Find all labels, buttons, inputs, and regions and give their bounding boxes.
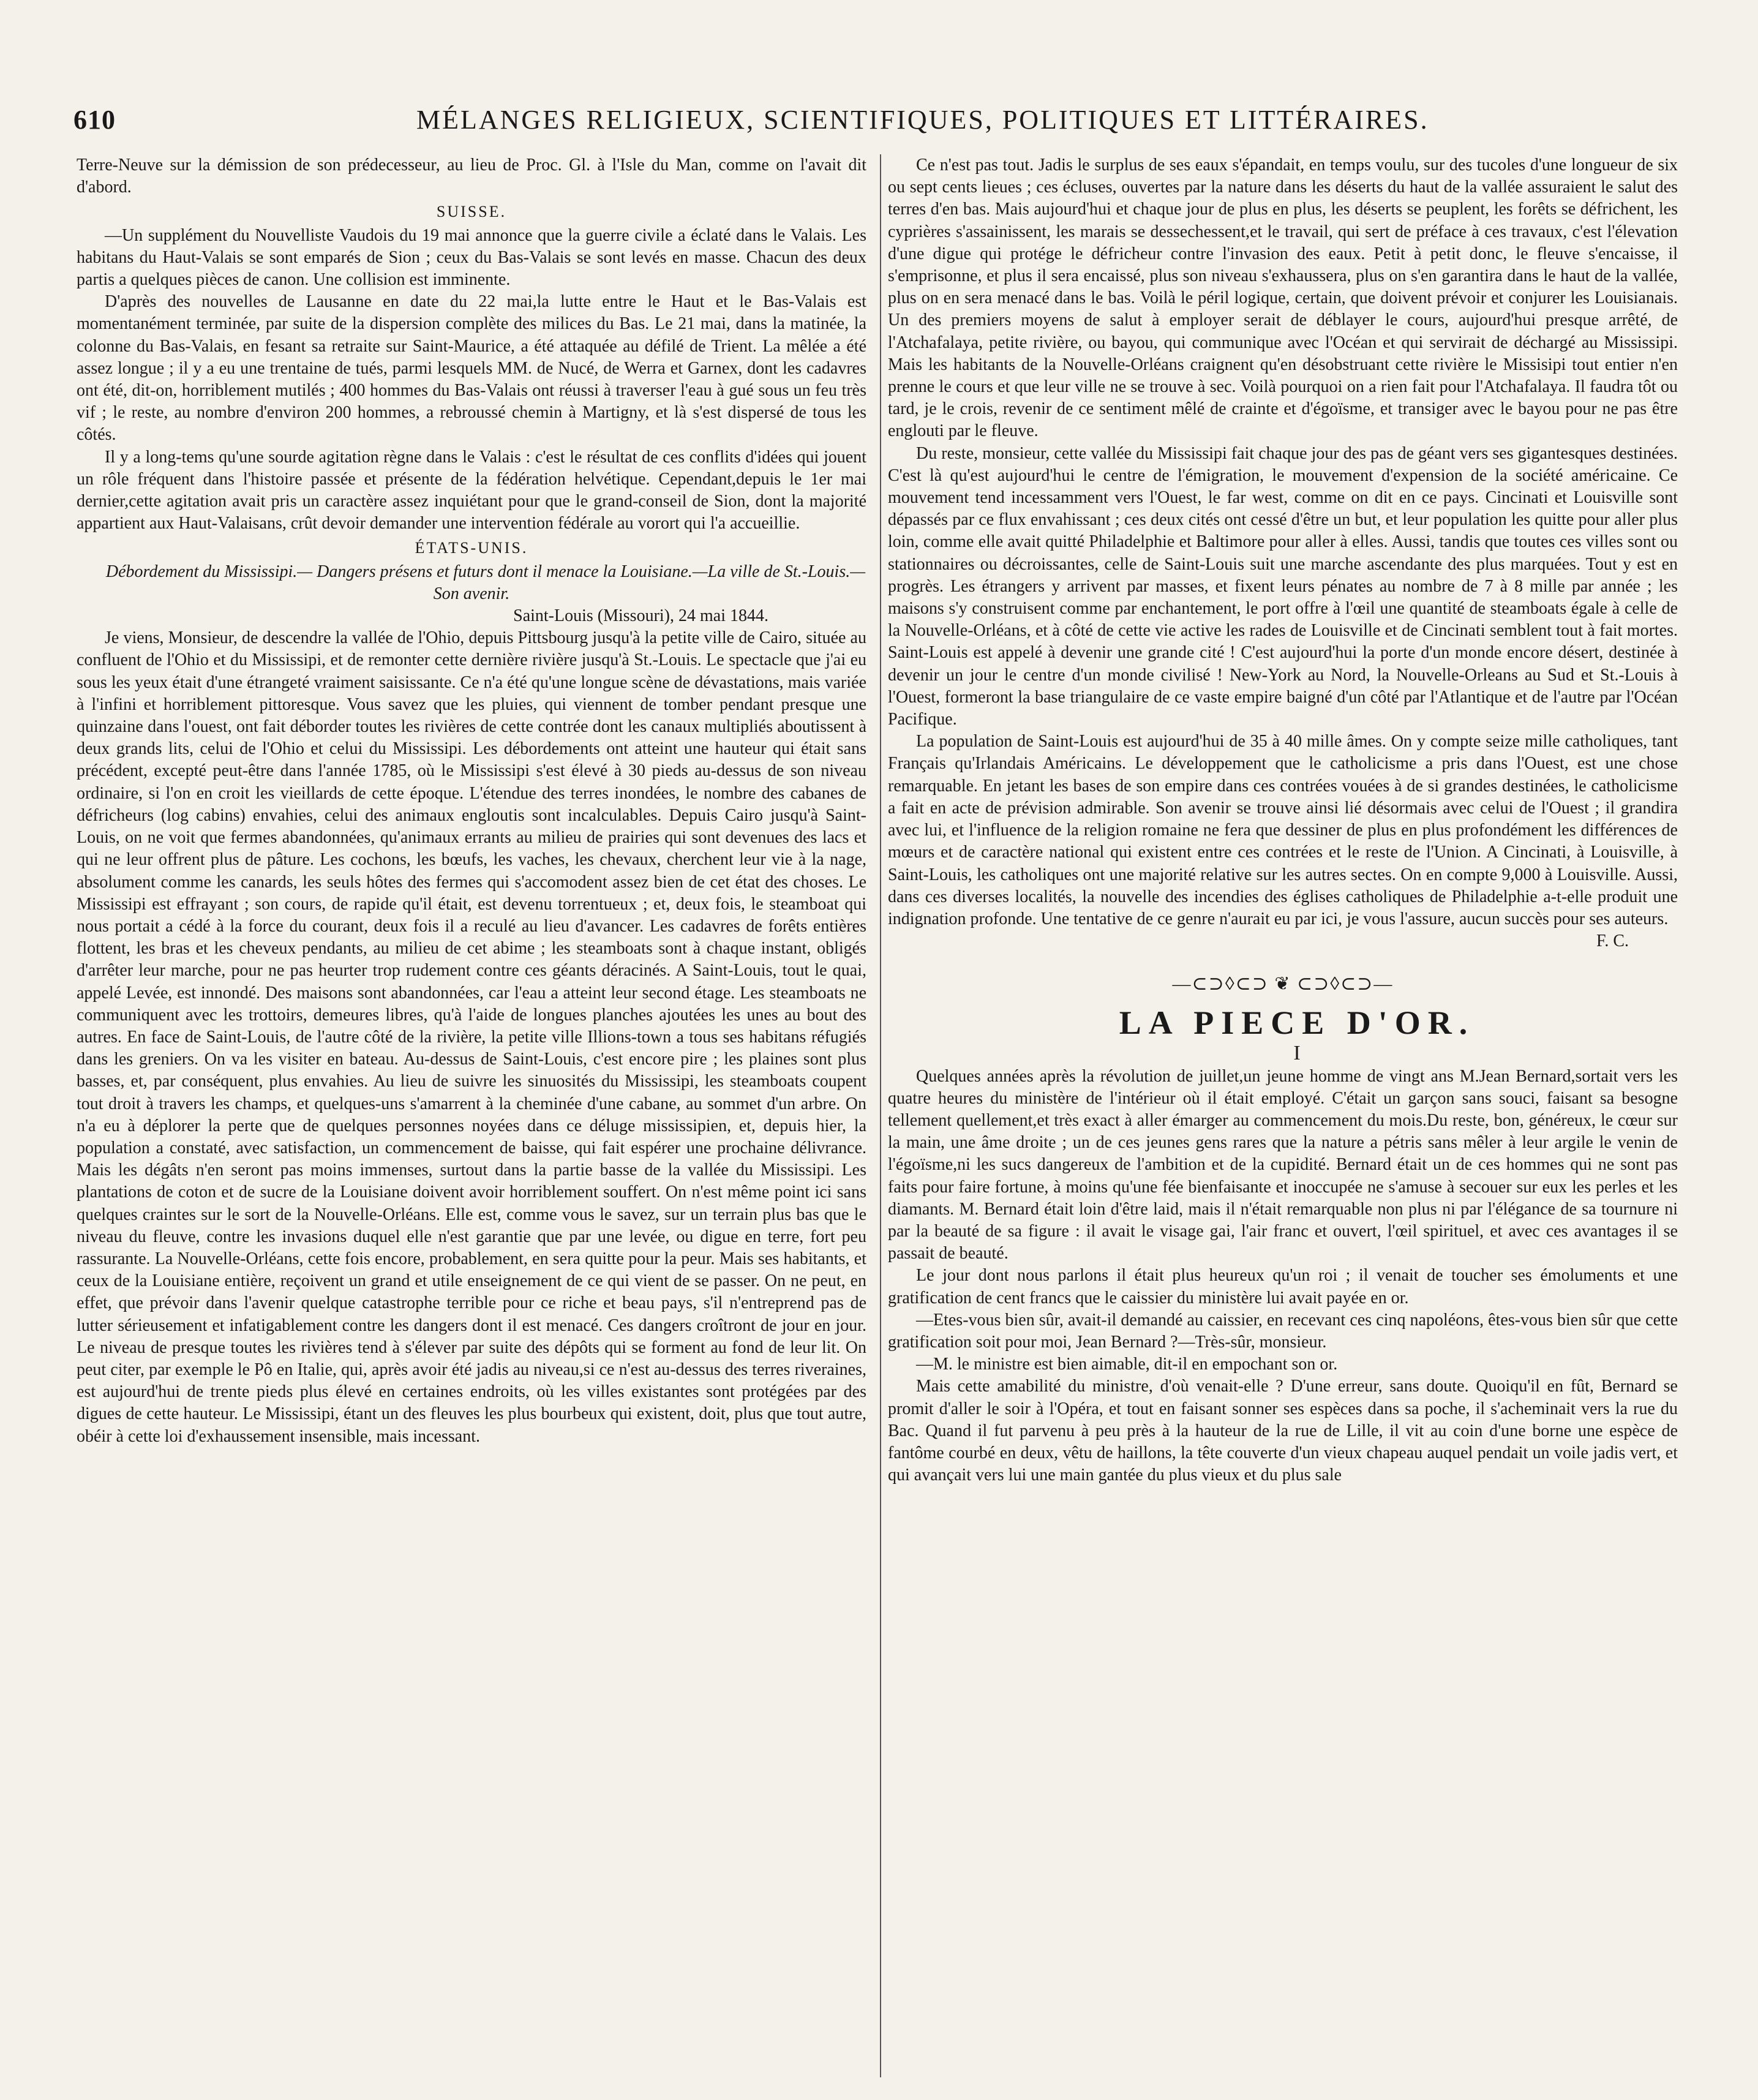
article-signature: F. C. xyxy=(1596,931,1629,951)
story-paragraph-3: —Etes-vous bien sûr, avait-il demandé au caissier, en recevant ces cinq napoléons, êtes-vous bien sûr que cette gratification soit pour moi, Jean Bernard ?—Très-sûr, monsieur. xyxy=(888,1310,1678,1352)
usa-paragraph-4: La population de Saint-Louis est aujourd'hui de 35 à 40 mille âmes. On y compte seize mille catholiques, tant Français qu'Irlandais Américains. Le développement que le catholicisme a pris dans l'Ouest, est une chose remarquable. En jetant les bases de son empire dans ces contrées vouées à de si grandes destinées, le catholicisme a fait en acte de prévision admirable. Son avenir se trouve ainsi lié désormais avec celui de l'Ouest ; il grandira avec lui, et l'influence de la religion romaine ne fera que dessiner de plus en plus profondément les différences de mœurs et de caractère national qui existent entre ces contrées et le reste de l'Union. A Cincinati, à Louisville, à Saint-Louis, les catholiques ont une majorité relative sur les autres sectes. On en compte 9,000 à Louisville. Aussi, dans ces diverses localités, la nouvelle des incendies des églises catholiques de Philadelphie a-t-elle produit une indignation profonde. Une tentative de ce genre n'aurait eu par ici, je vous l'assure, aucun succès pour ses auteurs. xyxy=(888,732,1678,928)
column-divider xyxy=(880,154,881,2077)
page-number: 610 xyxy=(73,105,116,135)
section-heading-suisse: SUISSE. xyxy=(436,203,507,221)
suisse-paragraph-2: D'après des nouvelles de Lausanne en date du 22 mai,la lutte entre le Haut et le Bas-Valais est momentanément terminée, par suite de la dispersion complète des milices du Bas. Le 21 mai, dans la matinée, la colonne du Bas-Valais, en fesant sa retraite sur Saint-Maurice, a été attaquée au défilé de Trient. La mêlée a été assez longue ; il y a eu une trentaine de tués, parmi lesquels MM. de Nucé, de Werra et Garnex, dont les cadavres ont été, dit-on, horriblement mutilés ; 400 hommes du Bas-Valais ont réussi à traverser l'eau à gué sous un feu très vif ; le reste, au nombre d'environ 200 hommes, a rebroussé chemin à Martigny, et là s'est dispersé de tous les côtés. xyxy=(77,292,866,445)
decorative-ornament: —⊂⊃◊⊂⊃ ❦ ⊂⊃◊⊂⊃— xyxy=(1172,974,1394,995)
story-paragraph-5: Mais cette amabilité du ministre, d'où venait-elle ? D'une erreur, sans doute. Quoiqu'il en fût, Bernard se promit d'aller le soir à l'Opéra, et tout en faisant sonner ses espèces dans sa poche, il s'acheminait vers la rue du Bac. Quand il fut parvenu à peu près à la hauteur de la rue de Lille, il vit au coin d'une borne une espèce de fantôme courbé en deux, vêtu de haillons, la tête couverte d'un vieux chapeau auquel pendait un voile jadis vert, et qui avançait vers lui une main gantée du plus vieux et du plus sale xyxy=(888,1377,1678,1485)
story-paragraph-2: Le jour dont nous parlons il était plus heureux qu'un roi ; il venait de toucher ses émoluments et une gratification de cent francs que le caissier du ministère lui avait payée en or. xyxy=(888,1266,1678,1308)
intro-paragraph: Terre-Neuve sur la démission de son prédecesseur, au lieu de Proc. Gl. à l'Isle du Man, comme on l'avait dit d'abord. xyxy=(77,156,866,197)
suisse-paragraph-3: Il y a long-tems qu'une sourde agitation règne dans le Valais : c'est le résultat de ces conflits d'idées qui jouent un rôle fréquent dans l'histoire passée et présente de la fédération helvétique. Cependant,depuis le 1er mai dernier,cette agitation avait pris un caractère assez inquiétant pour que le grand-conseil de Sion, dont la majorité appartient aux Haut-Valaisans, crût devoir demander une intervention fédérale au vorort qui l'a accueillie. xyxy=(77,447,866,533)
suisse-paragraph-1: —Un supplément du Nouvelliste Vaudois du 19 mai annonce que la guerre civile a éclaté dans le Valais. Les habitans du Haut-Valais se sont emparés de Sion ; ceux du Bas-Valais se sont levés en masse. Chacun des deux partis a quelques pièces de canon. Une collision est imminente. xyxy=(77,225,866,290)
story-title: LA PIECE D'OR. xyxy=(1119,1004,1475,1041)
usa-paragraph-2: Ce n'est pas tout. Jadis le surplus de ses eaux s'épandait, en temps voulu, sur des tucoles d'une longueur de six ou sept cents lieues ; ces écluses, ouvertes par la nature dans les déserts du haut de la vallée assuraient le salut des terres d'en bas. Mais aujourd'hui et chaque jour de plus en plus, les déserts se peuplent, les forêts se défrichent, les cyprières s'assainissent, les marais se dessechessent,et le travail, qui sert de préface à ces travaux, c'est l'élevation d'une digue qui protége le défricheur contre l'invasion des eaux. Petit à petit donc, le fleuve s'encaisse, il s'emprisonne, et plus il sera encaissé, plus son niveau s'exhaussera, plus on s'en garantira dans le haut de la vallée, plus on en sera menacé dans le bas. Voilà le péril logique, certain, que doivent prévoir et conjurer les Louisianais. Un des premiers moyens de salut à employer serait de déblayer le cours, aujourd'hui presque arrêté, de l'Atchafalaya, petite rivière, ou bayou, qui communique avec l'Océan et qui servirait de déchargé au Mississipi. Mais les habitants de la Nouvelle-Orléans craignent qu'en désobstruant cette rivière le Missisipi tout entier n'en prenne le cours et que leur ville ne se trouve à sec. Voilà pourquoi on a rien fait pour l'Atchafalaya. Il faudra tôt ou tard, je le crois, revenir de ce sentiment mêlé de crainte et d'égoïsme, et transiger avec le bayou pour ne pas être englouti par le fleuve. xyxy=(888,156,1678,441)
article-subhead: Débordement du Mississipi.— Dangers présens et futurs dont il menace la Louisiane.—La ville de St.-Louis.— Son avenir. xyxy=(105,562,866,603)
story-paragraph-4: —M. le ministre est bien aimable, dit-il en empochant son or. xyxy=(916,1355,1338,1374)
story-chapter-number: I xyxy=(1293,1041,1301,1064)
usa-paragraph-1: Je viens, Monsieur, de descendre la vallée de l'Ohio, depuis Pittsbourg jusqu'à la petite ville de Cairo, située au confluent de l'Ohio et du Mississipi, et de remonter cette dernière rivière jusqu'à St.-Louis. Le spectacle que j'ai eu sous les yeux était d'une étrangeté vraiment saisissante. Ce n'a été qu'une longue scène de dévastations, mais variée à l'infini et horriblement pittoresque. Vous savez que les pluies, qui viennent de tomber pendant presque une quinzaine dans l'ouest, ont fait déborder toutes les rivières de cette contrée dont les canaux multipliés aboutissent à deux grands lits, celui de l'Ohio et celui du Mississipi. Les débordements ont atteint une hauteur qui était sans précédent, excepté peut-être dans l'année 1785, où le Mississipi s'est élevé à 30 pieds au-dessus de son niveau ordinaire, si l'on en croit les vieillards de cette époque. L'étendue des terres inondées, le nombre des cabanes de défricheurs (log cabins) envahies, celui des animaux engloutis sont incalculables. Depuis Cairo jusqu'à Saint-Louis, on ne voit que fermes abandonnées, qu'animaux errants au milieu de prairies qui sont devenues des lacs et qui ne leur offrent plus de pâture. Les cochons, les bœufs, les vaches, les chevaux, cherchent leur vie à la nage, absolument comme les canards, les seuls hôtes des fermes qui s'accomodent assez bien de cet état des choses. Le Mississipi est effrayant ; son cours, de rapide qu'il était, est devenu torrentueux ; et, deux fois, le steamboat qui nous portait a cédé à la force du courant, deux fois il a reculé au lieu d'avancer. Les cadavres de forêts entières flottent, les bras et les cheveux pendants, au milieu de cet abime ; les steamboats sont à chaque instant, obligés d'arrêter leur marche, pour ne pas heurter trop rudement contre ces géants déracinés. A Saint-Louis, tout le quai, appelé Levée, est innondé. Des maisons sont abandonnées, car l'eau a atteint leur second étage. Les steamboats ne communiquent avec les trottoirs, demeures libres, qu'à l'aide de longues planches ajoutées les unes au bout des autres. En face de Saint-Louis, de l'autre côté de la rivière, la petite ville Illions-town a tous ses habitans réfugiés dans les greniers. On va les visiter en bateau. Au-dessus de Saint-Louis, c'est encore pire ; les plaines sont plus basses, et, par conséquent, plus envahies. Au lieu de suivre les sinuosités du Mississipi, les steamboats coupent tout droit à travers les champs, et quelques-uns s'amarrent à la cheminée d'une cabane, au sommet d'un arbre. On n'a eu à déplorer la perte que de quelques personnes noyées dans ce déluge mississipien, et, depuis hier, la population a constaté, avec satisfaction, un commencement de baisse, qui fait espérer une prochaine délivrance. Mais les dégâts n'en seront pas moins immenses, surtout dans la partie basse de la vallée du Mississipi. Les plantations de coton et de sucre de la Louisiane doivent avoir horriblement souffert. On n'est même point ici sans quelques craintes sur le sort de la Nouvelle-Orléans. Elle est, comme vous le savez, sur un terrain plus bas que le niveau du fleuve, contre les invasions duquel elle n'est garantie que par une levée, ou digue en terre, fort peu rassurante. La Nouvelle-Orléans, cette fois encore, probablement, en sera quitte pour la peur. Mais ses habitants, et ceux de la Louisiane entière, reçoivent un grand et utile enseignement de ce qui vient de se passer. On ne peut, en effet, que prévoir dans l'avenir quelque catastrophe terrible pour ce riche et beau pays, s'il n'entreprend pas de lutter sérieusement et infatigablement contre les dangers dont il est menacé. Ces dangers croîtront de jour en jour. Le niveau de presque toutes les rivières tend à s'élever par suite des dépôts qui se forment au fond de leur lit. On peut citer, par exemple le Pô en Italie, qui, après avoir été jadis au niveau,si ce n'est au-dessus des terres riveraines, est aujourd'hui de trente pieds plus élevé en certaines endroits, où les villes existantes sont protégées par des digues de cette hauteur. Le Mississipi, étant un des fleuves les plus bourbeux qui existent, doit, plus que tout autre, obéir à cette loi d'exhaussement insensible, mais incessant. xyxy=(77,628,866,1446)
usa-paragraph-3: Du reste, monsieur, cette vallée du Mississipi fait chaque jour des pas de géant vers ses gigantesques destinées. C'est là qu'est aujourd'hui le centre de l'émigration, le mouvement d'expension de la société américaine. Ce mouvement tend incessamment vers l'Ouest, le far west, comme on dit en ce pays. Cincinati et Louisville sont dépassés par ce flux envahissant ; ces deux cités ont cessé d'être un but, et leur population les quitte pour aller plus loin, comme elle avait quitté Philadelphie et Baltimore pour aller à elles. Aussi, tandis que toutes ces villes sont ou stationnaires ou décroissantes, celle de Saint-Louis suit une marche ascendante des plus marquées. Tout y est en progrès. Les étrangers y arrivent par masses, et fixent leurs pénates au nombre de 7 à 8 mille par année ; les maisons s'y construisent comme par enchantement, le port offre à l'œil une quantité de steamboats égale à celle de la Nouvelle-Orléans, et à côté de cette vie active les rades de Louisville et de Cincinati semblent tout à fait mortes. Saint-Louis est appelé à devenir une grande cité ! C'est aujourd'hui la porte d'un monde encore désert, destinée à devenir un jour le centre d'un monde civilisé ! New-York au Nord, la Nouvelle-Orleans au Sud et St.-Louis à l'Ouest, formeront la base triangulaire de ce vaste empire baigné d'un côté par l'Atlantique et de l'autre par l'Océan Pacifique. xyxy=(888,443,1678,729)
left-column xyxy=(77,154,866,2077)
right-column xyxy=(888,154,1678,2077)
story-paragraph-1: Quelques années après la révolution de juillet,un jeune homme de vingt ans M.Jean Bernard,sortait vers les quatre heures du ministère de l'intérieur où il était employé. C'était un garçon sans souci, faisant sa besogne tellement quellement,et très exact à aller émarger au commencement du mois.Du reste, bon, généreux, le cœur sur la main, une âme droite ; un de ces jeunes gens rares que la nature a pétris sans mêler à leur argile le venin de l'égoïsme,ni les sucs dangereux de l'ambition et de la cupidité. Bernard était un de ces hommes qui ne sont pas faits pour faire fortune, à moins qu'une fée bienfaisante et inoccupée ne s'amuse à secouer sur eux les perles et les diamants. M. Bernard était loin d'être laid, mais il n'était remarquable non plus ni par l'élégance de sa tournure ni par la beauté de sa figure : il avait le visage gai, l'air franc et ouvert, l'œil spirituel, et avec ces avantages il se passait de beauté. xyxy=(888,1066,1678,1263)
running-title: MÉLANGES RELIGIEUX, SCIENTIFIQUES, POLITIQUES ET LITTÉRAIRES. xyxy=(416,105,1429,135)
section-heading-etats-unis: ÉTATS-UNIS. xyxy=(415,539,528,557)
article-dateline: Saint-Louis (Missouri), 24 mai 1844. xyxy=(513,606,768,626)
page-header xyxy=(73,104,1684,147)
